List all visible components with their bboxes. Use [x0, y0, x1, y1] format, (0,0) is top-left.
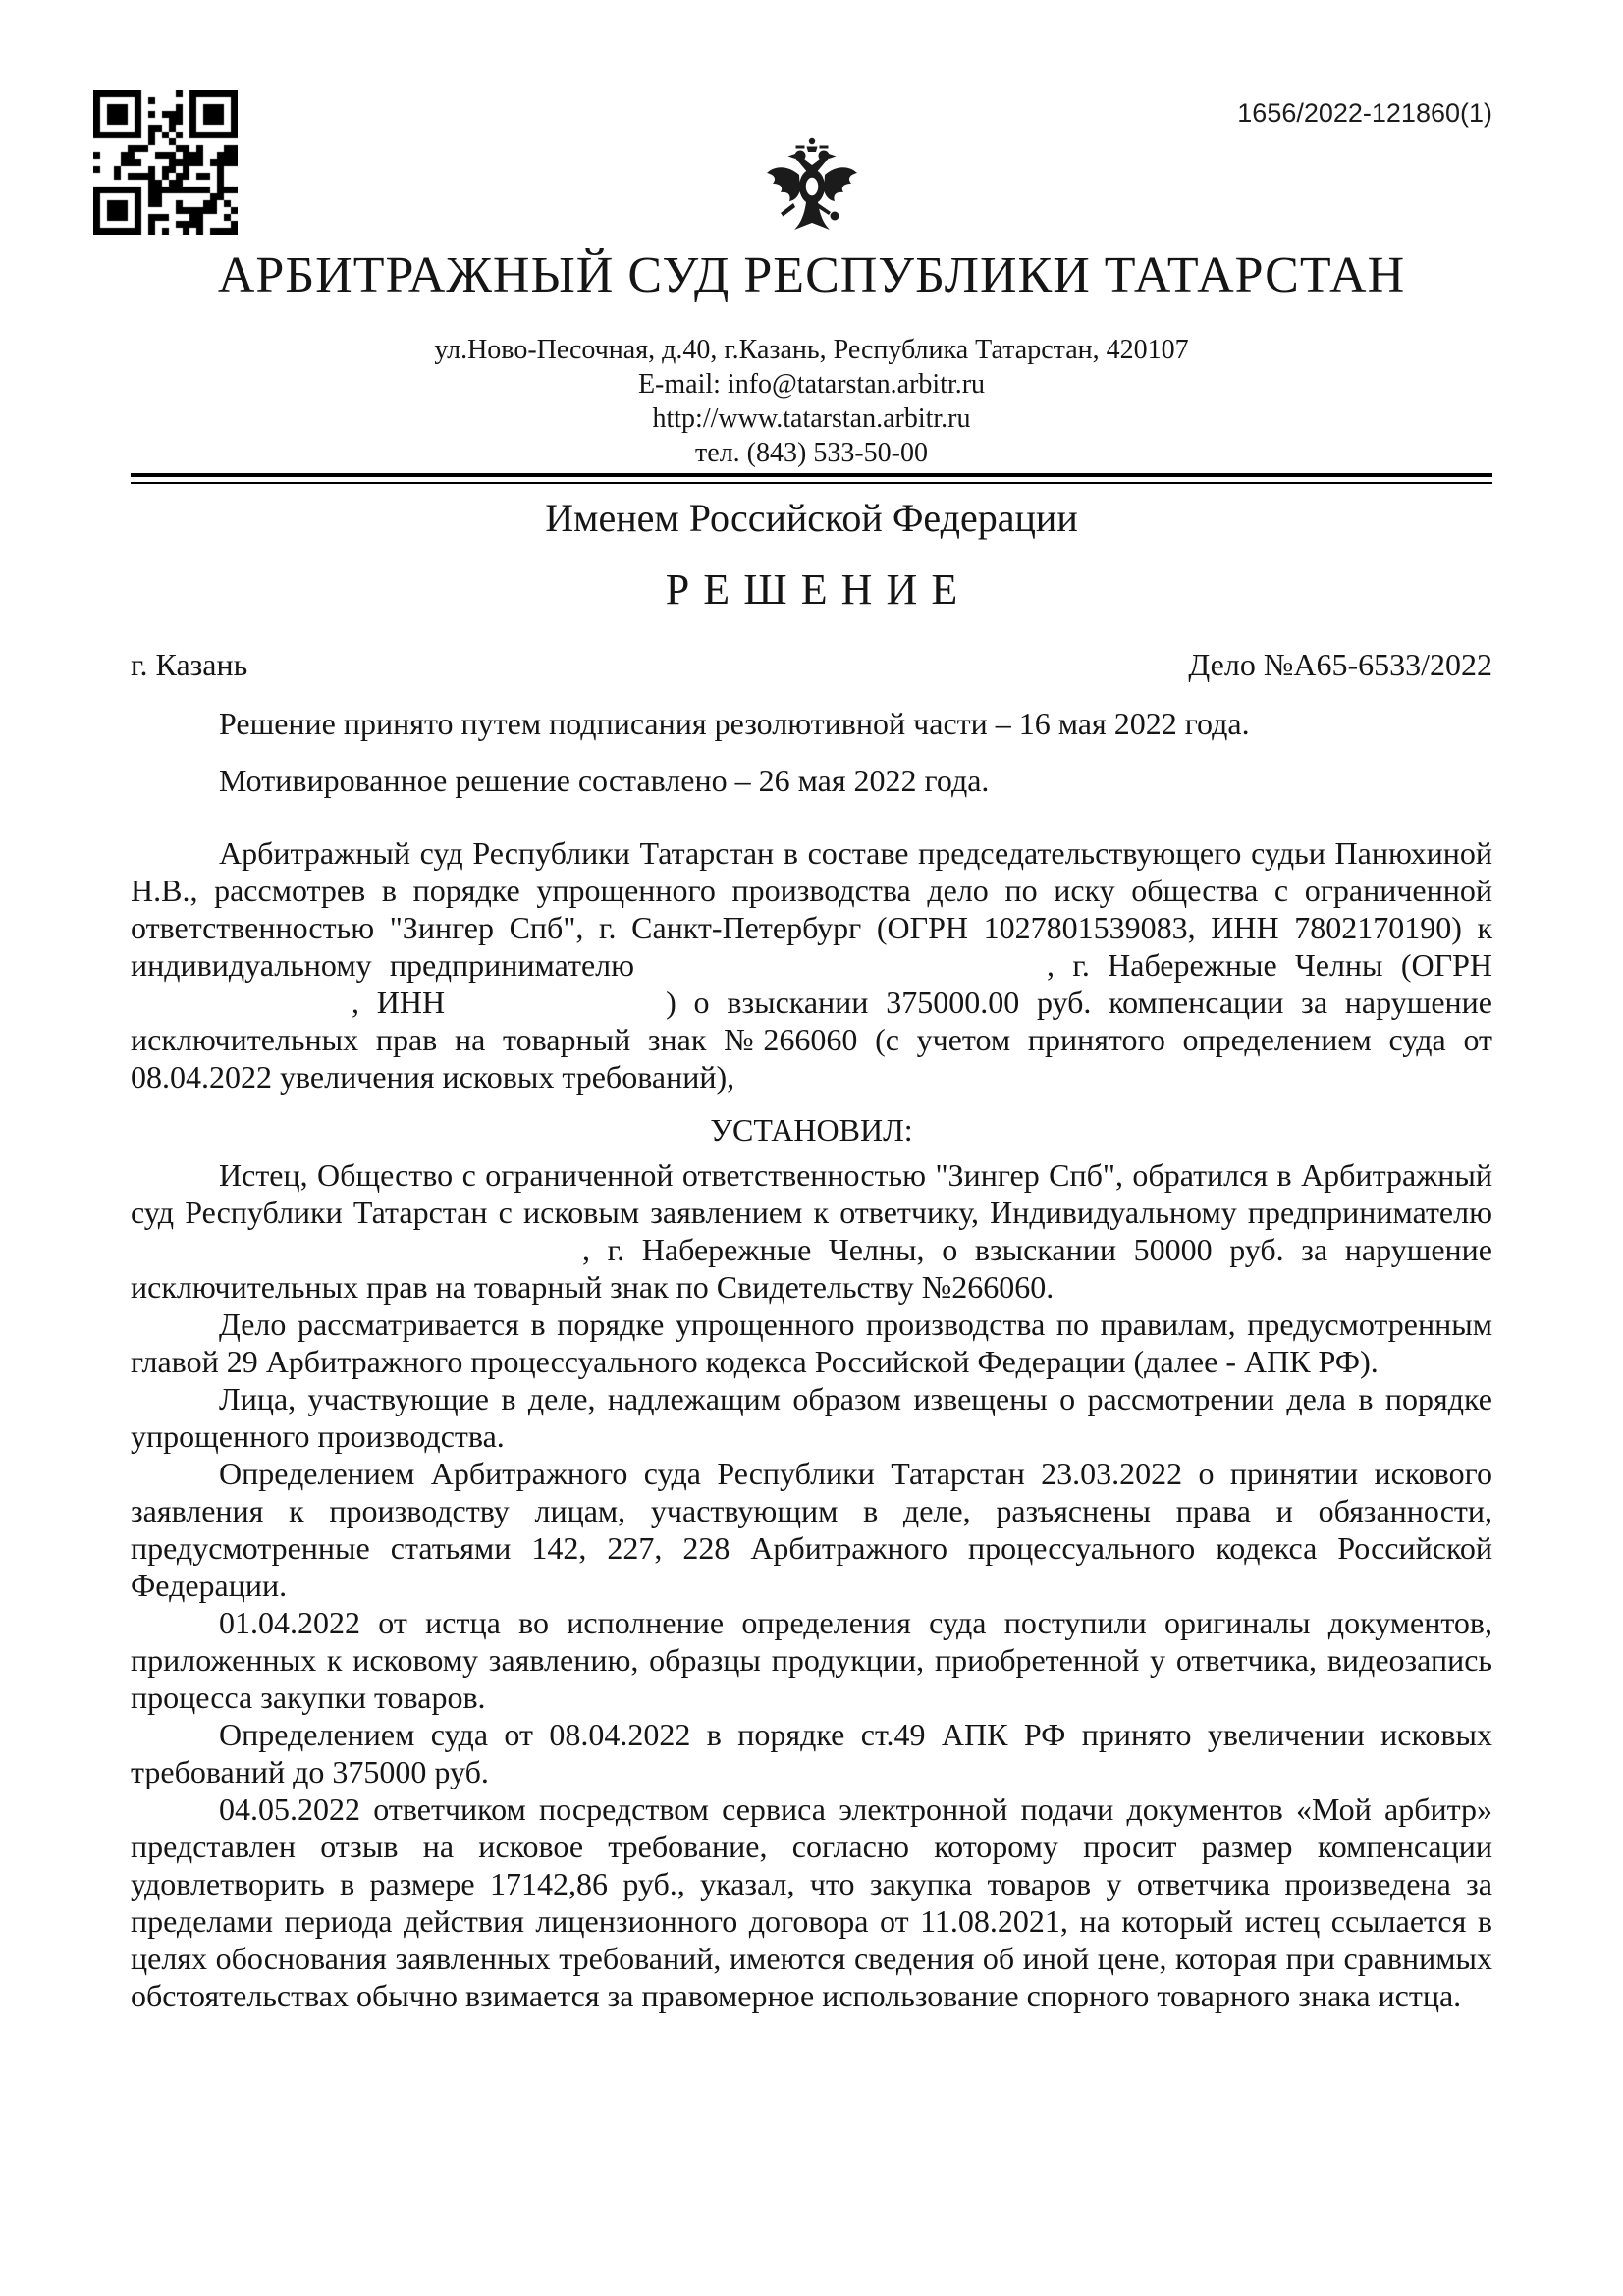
court-phone-line: тел. (843) 533-50-00 [695, 438, 928, 469]
court-email-line: E-mail: info@tatarstan.arbitr.ru [637, 369, 986, 400]
paragraph-response-04-05-2022: 04.05.2022 ответчиком посредством сервиса электронной подачи документов «Мой арбитр» представлен отзыв на исковое требование, согласно которому просит размер компенсации удовлетворить в размере 17142,86 руб., указал, что закупка товаров у ответчика произведена за пределами периода действия лицензионного договора от 11.08.2021, на который истец ссылается в целях обоснования заявленных требований, имеются сведения об иной цене, которая при сравнимых обстоятельствах обычно взимается за правомерное использование спорного товарного знака истца. [131, 1791, 1492, 2014]
court-address-line: ул.Ново-Песочная, д.40, г.Казань, Республика Татарстан, 420107 [434, 335, 1189, 366]
ustanovil-heading: УСТАНОВИЛ: [710, 1112, 913, 1148]
resolution-date-line: Решение принято путем подписания резолютивной части – 16 мая 2022 года. [219, 706, 1250, 742]
court-contacts [131, 333, 1492, 470]
document-content [131, 135, 1492, 2014]
header-divider [131, 473, 1492, 484]
case-line [131, 646, 1492, 683]
paragraph-claim: Истец, Общество с ограниченной ответственностью "Зингер Спб", обратился в Арбитражный суд Республики Татарстан с исковым заявлением к ответчику, Индивидуальному предпринимателю, г. Набережные Челны, о взыскании 50000 руб. за нарушение исключительных прав на товарный знак по Свидетельству №266060. [131, 1157, 1492, 1306]
paragraph-ruling-23-03-2022: Определением Арбитражного суда Республики Татарстан 23.03.2022 о принятии искового заявления к производству лицам, участвующим в деле, разъяснены права и обязанности, предусмотренные статьями 142, 227, 228 Арбитражного процессуального кодекса Российской Федерации. [131, 1456, 1492, 1604]
case-number: Дело №А65-6533/2022 [1188, 647, 1492, 683]
intro-paragraph: Арбитражный суд Республики Татарстан в составе председательствующего судьи Панюхиной Н.В., рассмотрев в порядке упрощенного производства дело по иску общества с ограниченной ответственностью "Зингер Спб", г. Санкт-Петербург (ОГРН 1027801539083, ИНН 7802170190) к индивидуальному предпринимателю , г. Набережные Челны (ОГРН, ИНН ) о взыскании 375000.00 руб. компенсации за нарушение исключительных прав на товарный знак №266060 (с учетом принятого определением суда от 08.04.2022 увеличения исковых требований), [131, 835, 1492, 1095]
court-name: АРБИТРАЖНЫЙ СУД РЕСПУБЛИКИ ТАТАРСТАН [217, 247, 1406, 303]
paragraph-procedure: Дело рассматривается в порядке упрощенного производства по правилам, предусмотренным главой 29 Арбитражного процессуального кодекса Российской Федерации (далее - АПК РФ). [131, 1307, 1492, 1380]
qr-code [93, 90, 238, 235]
redacted-blank [131, 1011, 352, 1013]
paragraph-notice: Лица, участвующие в деле, надлежащим образом извещены о рассмотрении дела в порядке упрощенного производства. [131, 1381, 1492, 1455]
body-paragraphs [131, 834, 1492, 2014]
coat-of-arms-icon [763, 135, 861, 240]
decision-title: РЕШЕНИЕ [665, 565, 972, 614]
motivated-date-line: Мотивированное решение составлено – 26 мая 2022 года. [219, 763, 990, 799]
paragraph-originals-01-04-2022: 01.04.2022 от истца во исполнение определения суда поступили оригиналы документов, приложенных к исковому заявлению, образцы продукции, приобретенной у ответчика, видеозапись процесса закупки товаров. [131, 1605, 1492, 1716]
in-the-name-line: Именем Российской Федерации [545, 496, 1078, 541]
redacted-blank [131, 1258, 582, 1260]
court-website-line: http://www.tatarstan.arbitr.ru [652, 403, 971, 435]
redacted-blank [445, 1011, 666, 1013]
paragraph-increase-08-04-2022: Определением суда от 08.04.2022 в порядке ст.49 АПК РФ принято увеличении исковых требований до 375000 руб. [131, 1717, 1492, 1790]
document-stamp-number: 1656/2022-121860(1) [1237, 98, 1492, 128]
decision-city: г. Казань [131, 647, 248, 683]
redacted-blank [634, 974, 1047, 976]
